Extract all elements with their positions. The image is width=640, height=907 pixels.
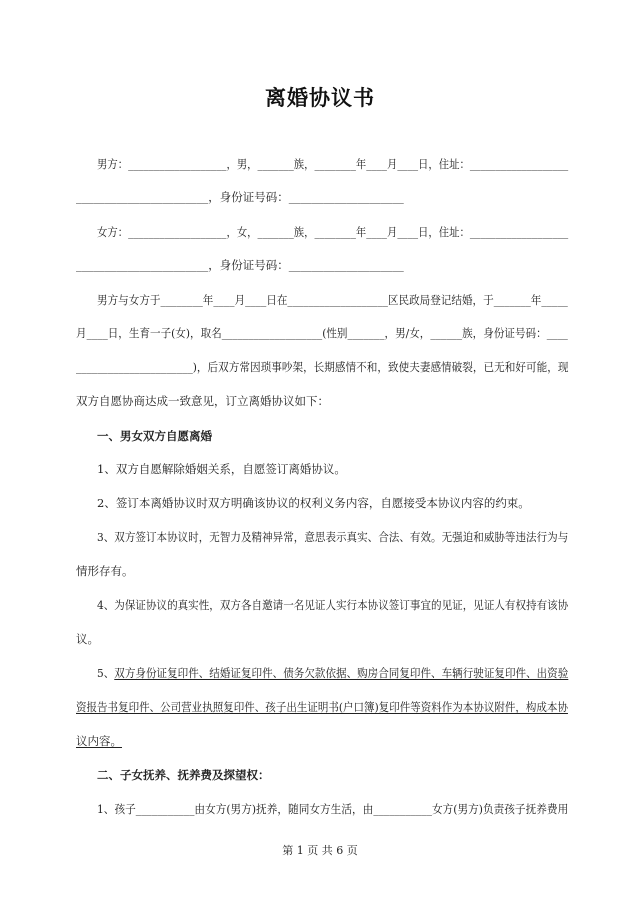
- clause-1-5-line-1: [97, 666, 568, 680]
- marriage-paragraph-line-4: 双方自愿协商达成一致意见，订立离婚协议如下：: [76, 394, 329, 408]
- clause-1-2: 2、签订本离婚协议时双方明确该协议的权利义务内容，自愿接受本协议内容的约束。: [97, 496, 530, 510]
- female-party-id-line: _______________________，身份证号码：____________________: [76, 258, 404, 272]
- clause-1-3-line-2: 情形存有。: [76, 564, 134, 578]
- clause-2-1: 1、孩子___________由女方(男方)抚养，随同女方生活，由___________女方(男方)负责孩子抚养费用: [97, 802, 569, 816]
- marriage-paragraph-line-1: 男方与女方于________年____月____日在___________________区民政局登记结婚，于_______年_____: [97, 293, 568, 307]
- clause-1-5-number: 5、: [97, 666, 115, 680]
- marriage-paragraph-line-3: ______________________)，后双方常因琐事吵架，长期感情不和，致使夫妻感情破裂，已无和好可能，现: [76, 360, 569, 374]
- page-footer: 第 1 页 共 6 页: [282, 844, 358, 857]
- clause-1-3-line-1: 3、双方签订本协议时，无智力及精神异常，意思表示真实、合法、有效。无强迫和威胁等违法行为与: [97, 530, 569, 544]
- section-heading-1: 一、男女双方自愿离婚: [97, 429, 212, 443]
- clause-1-4-line-2: 议。: [76, 632, 99, 646]
- section-heading-2: 二、子女抚养、抚养费及探望权：: [97, 768, 270, 782]
- document-title: 离婚协议书: [265, 85, 375, 110]
- male-party-id-line: _______________________，身份证号码：____________________: [76, 190, 404, 204]
- clause-1-1: 1、双方自愿解除婚姻关系，自愿签订离婚协议。: [97, 462, 346, 476]
- clause-1-5-line-2: 资报告书复印件、公司营业执照复印件、孩子出生证明书(户口簿)复印件等资料作为本协议附件，构成本协: [76, 700, 568, 714]
- female-party-line: 女方：___________________，女，_______族，________年____月____日，住址：___________________: [97, 225, 569, 239]
- clause-1-5-line-3: 议内容。: [76, 734, 122, 748]
- clause-1-4-line-1: 4、为保证协议的真实性，双方各自邀请一名见证人实行本协议签订事宜的见证，见证人有权持有该协: [97, 598, 569, 612]
- clause-1-5-text-1: 双方身份证复印件、结婚证复印件、债务欠款依据、购房合同复印件、车辆行驶证复印件、出资验: [114, 666, 569, 680]
- male-party-line: 男方：___________________，男，_______族，________年____月____日，住址：___________________: [97, 157, 569, 171]
- marriage-paragraph-line-2: 月____日，生育一子(女)，取名___________________(性别_______，男/女，______族，身份证号码：____: [76, 326, 568, 340]
